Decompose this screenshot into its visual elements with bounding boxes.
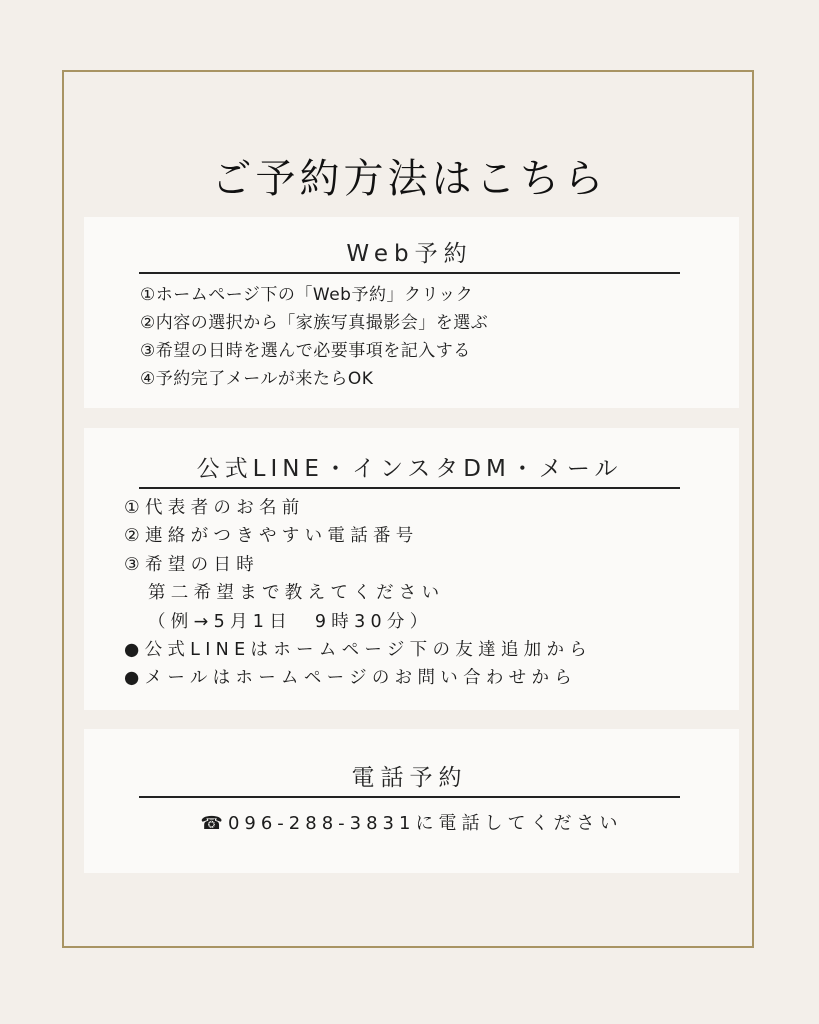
line-item: （例→5月1日 9時30分） <box>148 611 433 632</box>
phone-number-text: ☎096-288-3831に電話してください <box>200 813 623 834</box>
phone-reservation-heading: 電話予約 <box>139 759 680 798</box>
web-step: ①ホームページ下の「Web予約」クリック <box>140 285 474 305</box>
line-dm-mail-heading: 公式LINE・インスタDM・メール <box>139 450 680 489</box>
line-item: ①代表者のお名前 <box>124 498 305 518</box>
line-dm-mail-card <box>84 428 739 710</box>
web-step: ④予約完了メールが来たらOK <box>140 369 374 389</box>
line-items-list <box>124 494 592 693</box>
web-reservation-card <box>84 217 739 408</box>
line-item: ③希望の日時 <box>124 554 259 575</box>
web-reservation-heading: Web予約 <box>139 235 680 274</box>
line-item: ②連絡がつきやすい電話番号 <box>124 526 419 547</box>
line-item: 第二希望まで教えてください <box>148 583 445 604</box>
phone-reservation-card <box>84 729 739 873</box>
page-title: ご予約方法はこちら <box>211 155 608 202</box>
web-steps-list <box>140 281 488 393</box>
web-step: ②内容の選択から「家族写真撮影会」を選ぶ <box>140 313 489 333</box>
line-item: ●公式LINEはホームページ下の友達追加から <box>124 640 593 661</box>
web-step: ③希望の日時を選んで必要事項を記入する <box>140 341 471 361</box>
line-item: ●メールはホームページのお問い合わせから <box>124 668 578 689</box>
